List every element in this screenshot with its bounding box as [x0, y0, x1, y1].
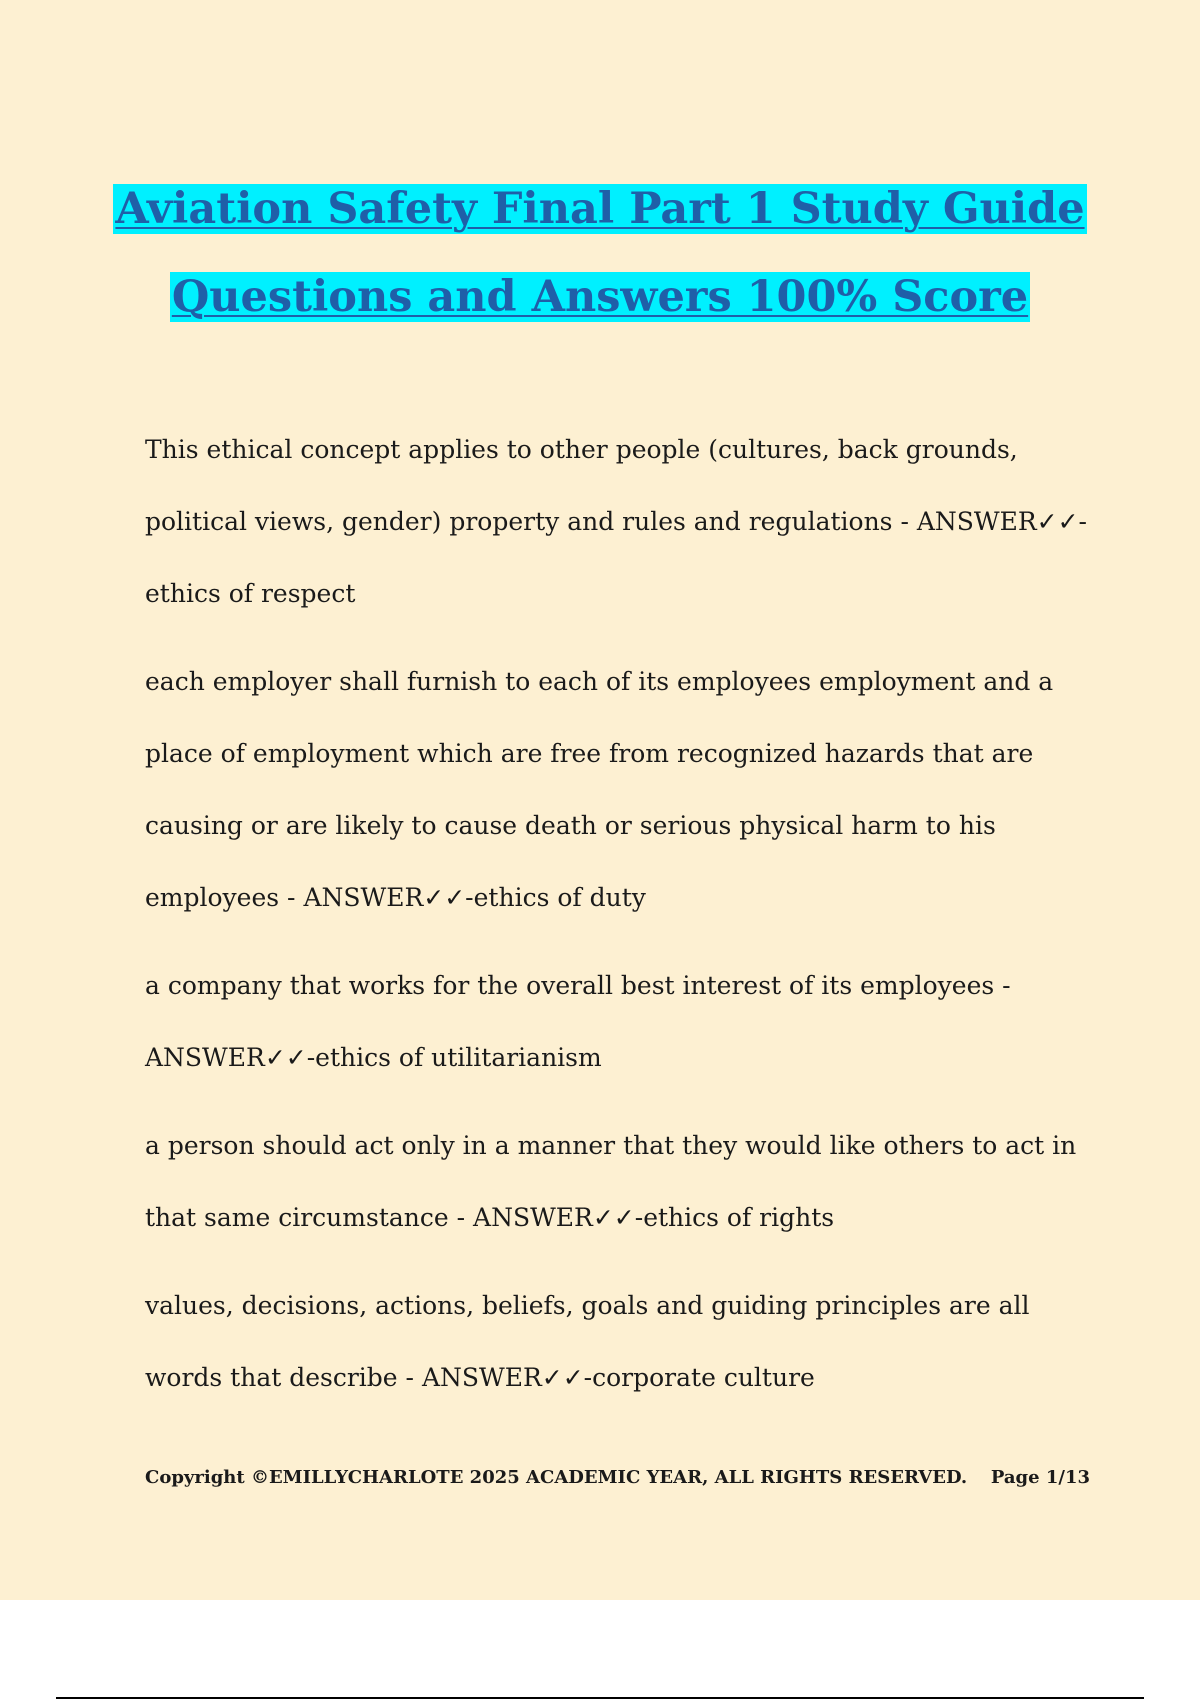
page-footer — [145, 1467, 1090, 1488]
question-text: values, decisions, actions, beliefs, goals and guiding principles are all words that describe — [145, 1291, 1030, 1392]
page-number: Page 1/13 — [990, 1467, 1090, 1488]
answer-separator: - ANSWER✓✓- — [145, 971, 1011, 1072]
copyright-notice: Copyright ©EMILLYCHARLOTE 2025 ACADEMIC YEAR, ALL RIGHTS RESERVED. — [145, 1467, 968, 1488]
document-title — [0, 165, 1200, 341]
answer-text: ethics of respect — [145, 579, 356, 608]
answer-separator: - ANSWER✓✓- — [279, 883, 474, 912]
qa-item-4 — [145, 1110, 1090, 1254]
title-line-1 — [0, 165, 1200, 253]
answer-text: corporate culture — [592, 1363, 815, 1392]
answer-text: ethics of rights — [643, 1203, 835, 1232]
qa-item-2 — [145, 646, 1090, 934]
question-text: each employer shall furnish to each of its employees employment and a place of employment which are free from recognized hazards that are causing or are likely to cause death or serious physical harm to his employees — [145, 667, 1054, 912]
title-line-2-text: Questions and Answers 100% Score — [171, 272, 1029, 322]
answer-separator: - ANSWER✓✓- — [397, 1363, 593, 1392]
answer-text: ethics of utilitarianism — [315, 1043, 602, 1072]
qa-list — [145, 414, 1090, 1430]
qa-item-5 — [145, 1270, 1090, 1414]
question-text: a company that works for the overall best interest of its employees — [145, 971, 995, 1000]
bottom-divider — [56, 1697, 1144, 1699]
answer-separator: - ANSWER✓✓- — [892, 507, 1088, 536]
qa-item-3 — [145, 950, 1090, 1094]
answer-text: ethics of duty — [473, 883, 646, 912]
question-text: a person should act only in a manner that they would like others to act in that same circumstance — [145, 1131, 1077, 1232]
qa-item-1 — [145, 414, 1090, 630]
title-line-2 — [0, 253, 1200, 341]
answer-separator: - ANSWER✓✓- — [448, 1203, 644, 1232]
title-line-1-text: Aviation Safety Final Part 1 Study Guide — [115, 184, 1085, 234]
question-text: This ethical concept applies to other people (cultures, back grounds, political views, gender) property and rules and regulations — [145, 435, 1018, 536]
